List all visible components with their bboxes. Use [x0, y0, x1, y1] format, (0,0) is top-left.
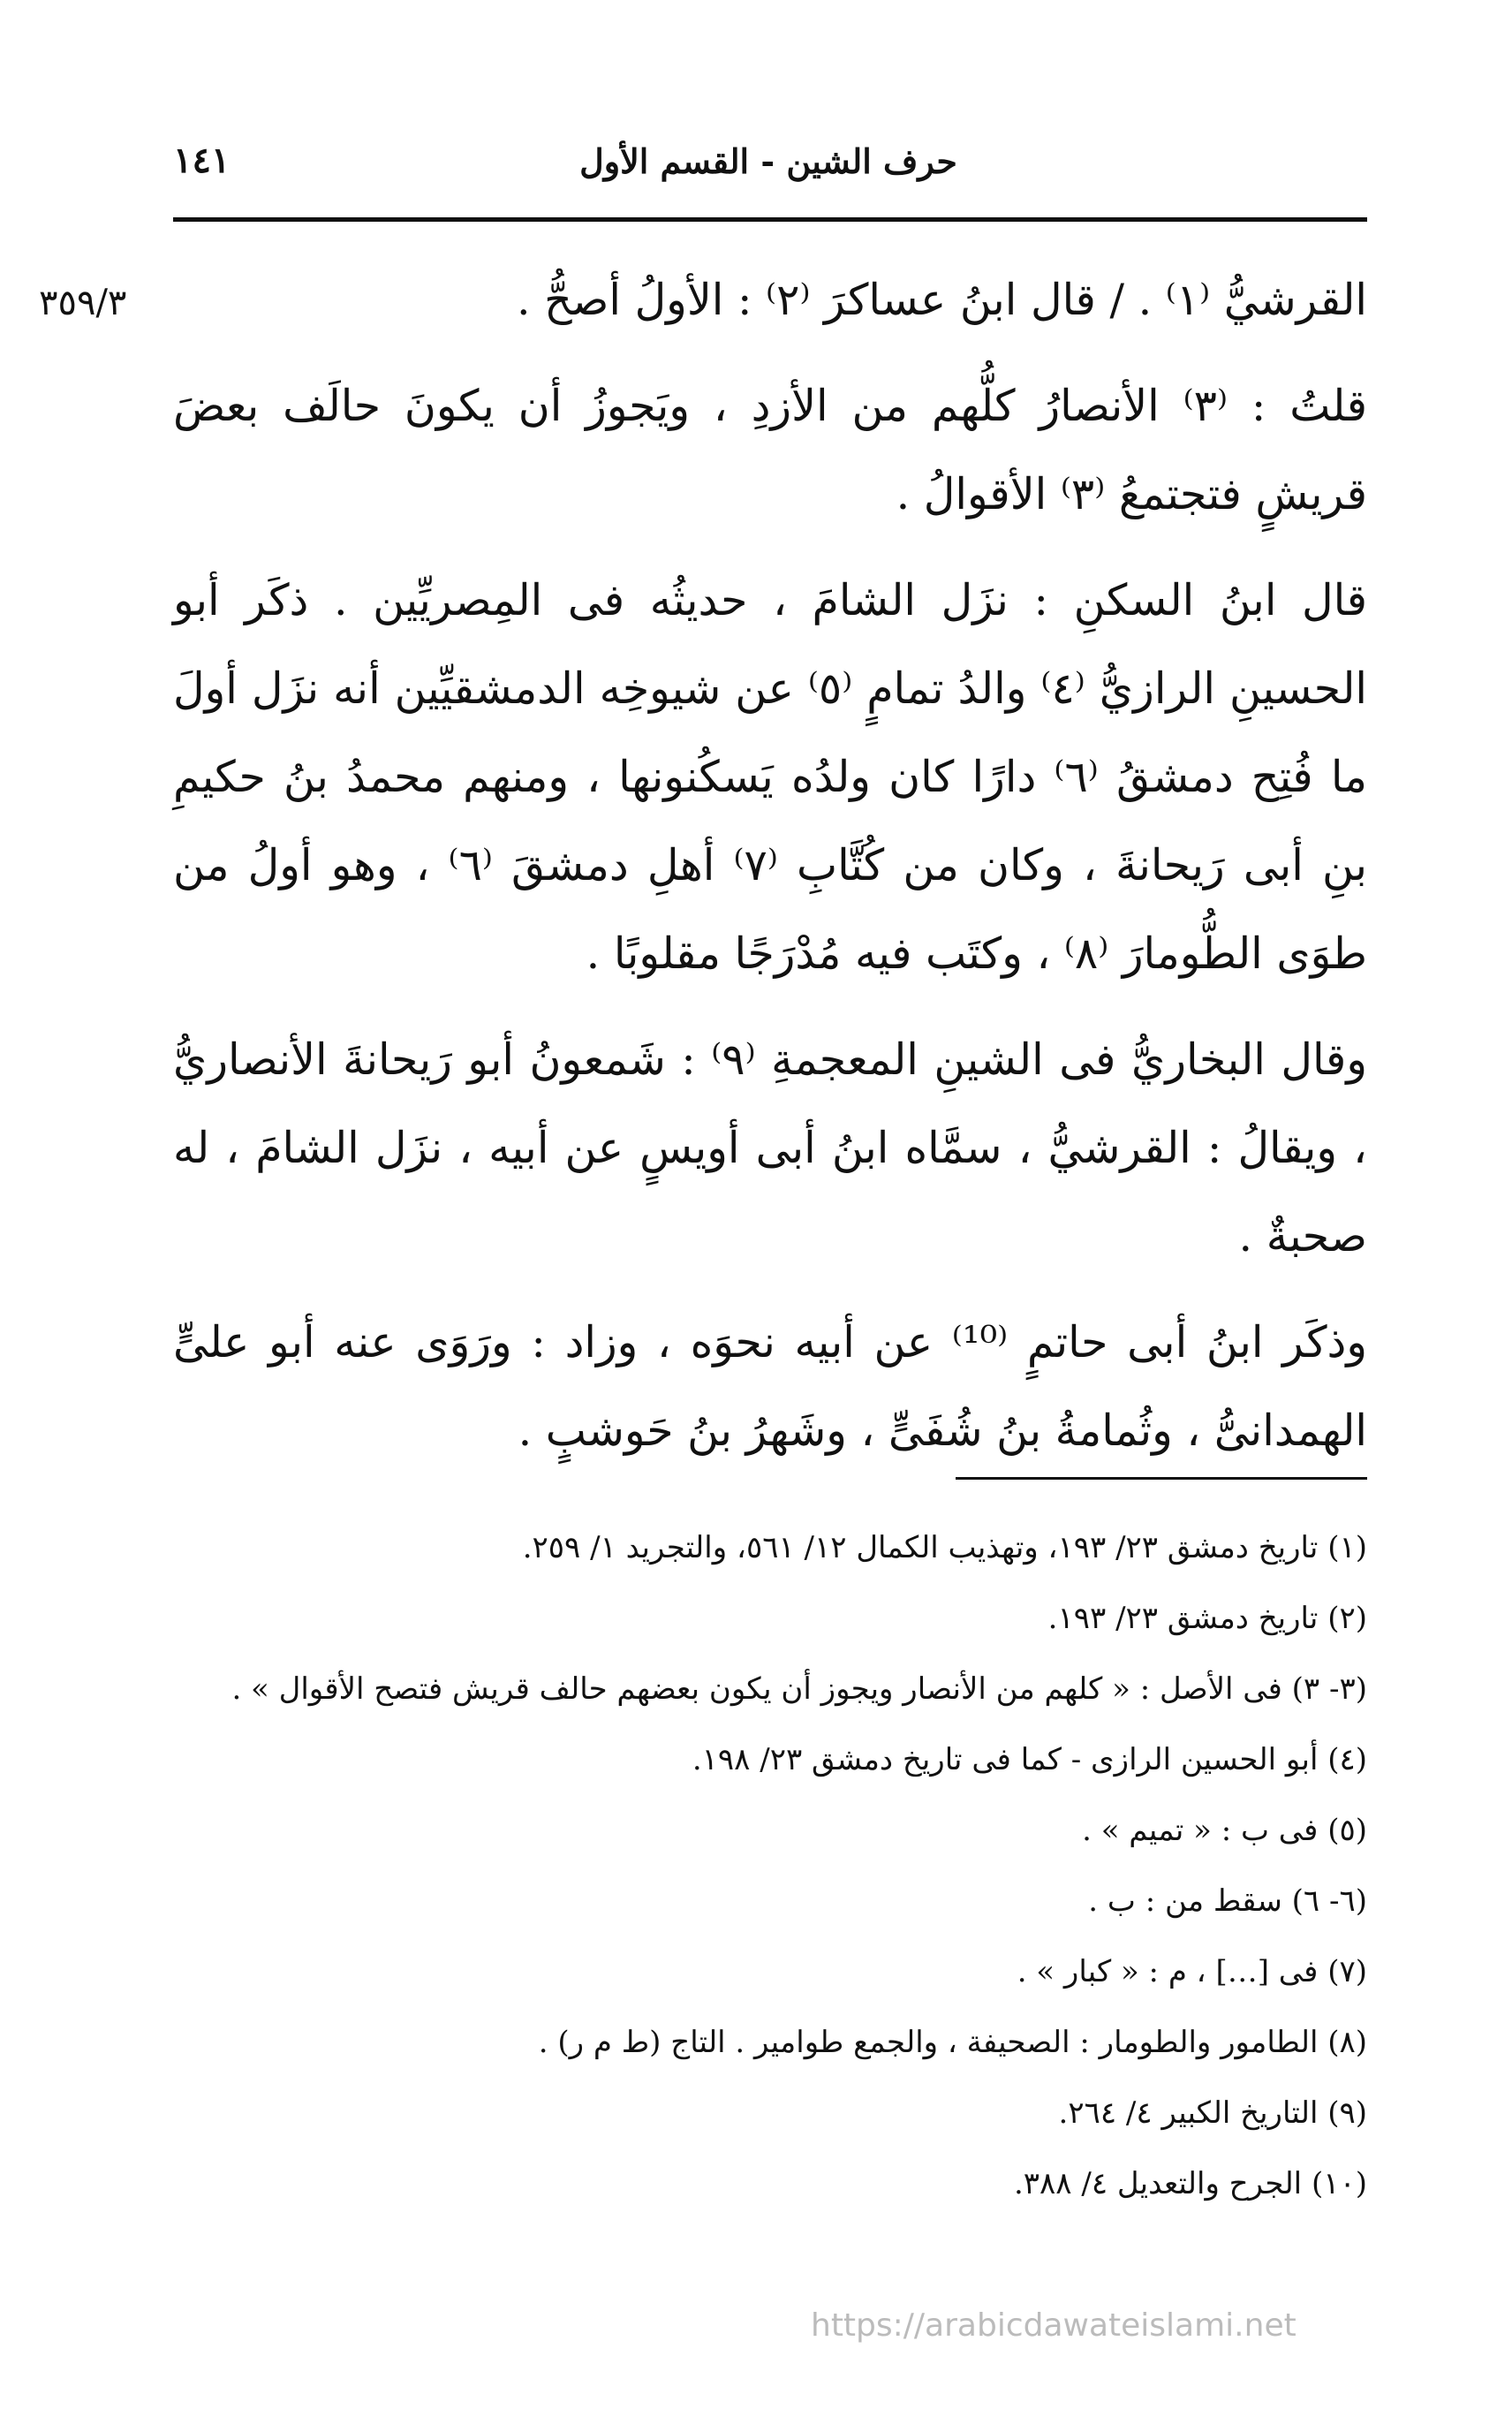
main-text	[173, 256, 1367, 1493]
footnote: (٢) تاريخ دمشق ٢٣/ ١٩٣.	[1047, 1601, 1367, 1636]
paragraph: القرشيُّ ⁽١⁾ . / قال ابنُ عساكرَ ⁽٢⁾ : الأولُ أصحُّ .	[517, 275, 1367, 325]
paragraph: وقال البخاريُّ فى الشينِ المعجمةِ ⁽٩⁾ : شَمعونُ أبو رَيحانةَ الأنصاريُّ ، ويقالُ : القرشيُّ ، سمَّاه ابنُ أبى أويسٍ عن أبيه ، نزَل الشامَ ، له صحبةٌ .	[173, 1034, 1367, 1261]
footnote: (٥) فى ب : « تميم » .	[1082, 1813, 1367, 1848]
paragraph: قال ابنُ السكنِ : نزَل الشامَ ، حديثُه فى المِصريِّين . ذكَر أبو الحسينِ الرازيُّ ⁽٤⁾ والدُ تمامٍ ⁽٥⁾ عن شيوخِه الدمشقيِّين أنه نزَل أولَ ما فُتِح دمشقُ ⁽٦⁾ دارًا كان ولدُه يَسكُنونها ، ومنهم محمدُ بنُ حكيمِ بنِ أبى رَيحانةَ ، وكان من كُتَّابِ ⁽٧⁾ أهلِ دمشقَ ⁽٦⁾ ، وهو أولُ من طوَى الطُّومارَ ⁽٨⁾ ، وكتَب فيه مُدْرَجًا مقلوبًا .	[173, 575, 1367, 979]
watermark: https://arabicdawateislami.net	[811, 2307, 1297, 2344]
footnote: (٤) أبو الحسين الرازى - كما فى تاريخ دمشق ٢٣/ ١٩٨.	[692, 1742, 1367, 1777]
footnote: (٧) فى […] ، م : « كبار » .	[1017, 1954, 1367, 1989]
footnote: (٨) الطامور والطومار : الصحيفة ، والجمع طوامير . التاج (ط م ر) .	[538, 2025, 1367, 2060]
footnote: (١) تاريخ دمشق ٢٣/ ١٩٣، وتهذيب الكمال ١٢/ ٥٦١، والتجريد ١/ ٢٥٩.	[522, 1530, 1367, 1565]
footnote: (١٠) الجرح والتعديل ٤/ ٣٨٨.	[1013, 2166, 1367, 2201]
footnote: (٣- ٣) فى الأصل : « كلهم من الأنصار ويجوز أن يكون بعضهم حالف قريش فتصح الأقوال » .	[231, 1671, 1367, 1707]
footnote-rule	[956, 1477, 1367, 1480]
footnotes	[173, 1512, 1367, 2219]
footnote: (٩) التاريخ الكبير ٤/ ٢٦٤.	[1058, 2095, 1367, 2131]
page-number: ١٤١	[173, 140, 231, 181]
paragraph: وذكَر ابنُ أبى حاتمٍ ⁽¹⁰⁾ عن أبيه نحوَه ، وزاد : ورَوَى عنه أبو علىٍّ الهمدانىُّ ، وثُمامةُ بنُ شُفَىٍّ ، وشَهرُ بنُ حَوشبٍ .	[173, 1317, 1368, 1456]
running-head: حرف الشين - القسم الأول	[579, 141, 957, 181]
paragraph: قلتُ : ⁽٣⁾ الأنصارُ كلُّهم من الأزدِ ، ويَجوزُ أن يكونَ حالَف بعضَ قريشٍ فتجتمعُ ⁽٣⁾ الأقوالُ .	[173, 381, 1367, 519]
header-rule	[173, 217, 1367, 222]
footnote: (٦- ٦) سقط من : ب .	[1088, 1883, 1367, 1919]
margin-reference: ٣٥٩/٣	[39, 283, 127, 323]
